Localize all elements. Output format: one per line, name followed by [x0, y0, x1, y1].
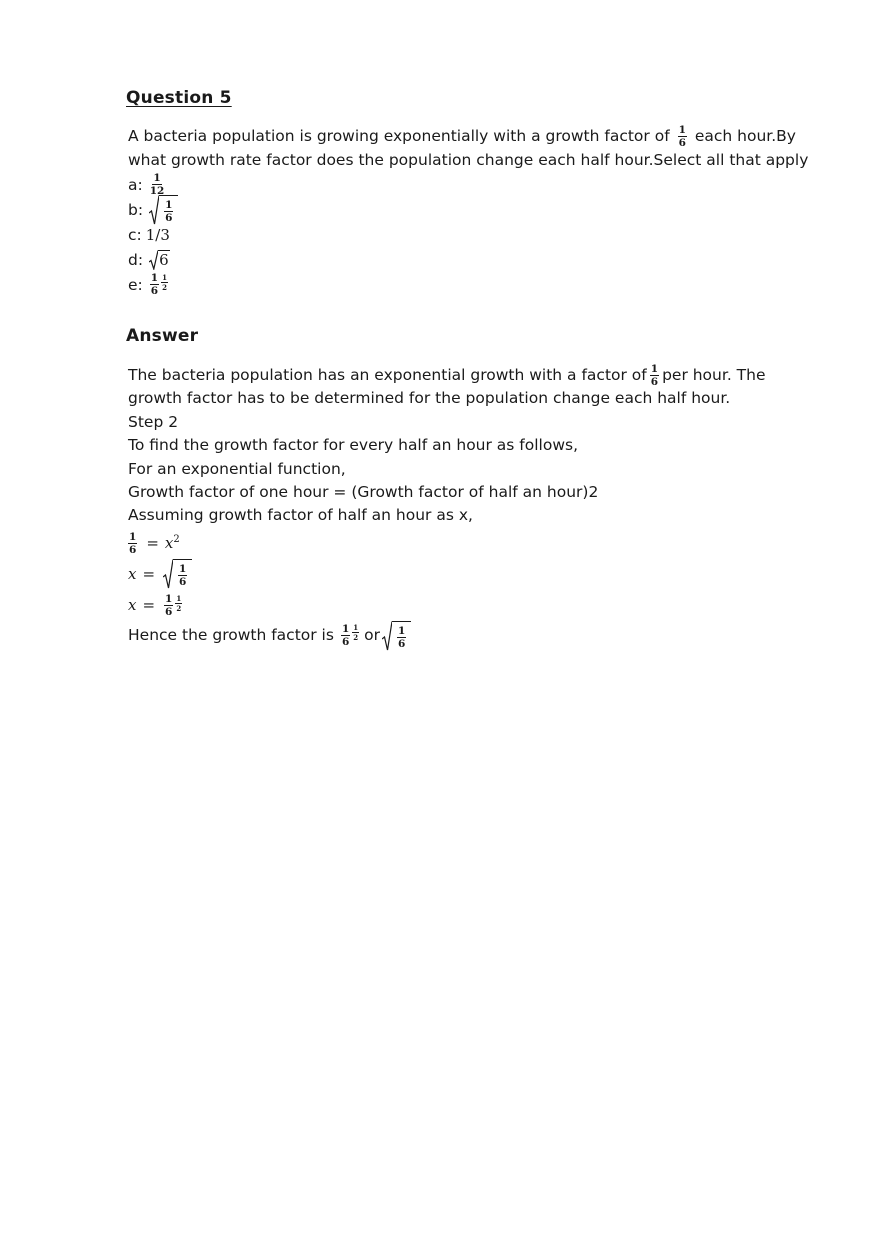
option-d: d: 6	[128, 250, 169, 269]
sqrt-sign-icon: $\frac{1}{6}$	[163, 559, 192, 589]
answer-options	[128, 172, 180, 297]
answer-line-6: Growth factor of one hour = (Growth factor of half an hour)2	[128, 483, 599, 502]
step-label: Step 2	[128, 412, 179, 431]
question-title: Question 5	[126, 88, 232, 108]
option-c: c: 1/3	[128, 225, 170, 244]
equation-1: $\frac{1}{6}$ = x 2	[129, 530, 180, 556]
answer-line-1: The bacteria population has an exponential growth with a factor of $\frac{1}{6}$ per hour. The	[128, 363, 766, 389]
sqrt-sign-icon: $\frac{1}{6}$	[382, 621, 411, 651]
option-b: b: $\frac{1}{6}$	[128, 197, 180, 222]
option-a: a: $\frac{1}{12}$	[128, 172, 165, 197]
answer-title: Answer	[126, 326, 199, 346]
equation-2: x = $\frac{1}{6}$	[128, 559, 766, 590]
question-line-1: A bacteria population is growing exponentially with a growth factor of $\frac{1}{6}$ each hour.By	[128, 124, 796, 149]
fraction-one-sixth: $\frac{1}{6}$	[650, 363, 659, 389]
answer-line-2: growth factor has to be determined for the population change each half hour.	[128, 389, 731, 408]
answer-line-7: Assuming growth factor of half an hour as x,	[128, 506, 473, 525]
fraction-one-sixth: $\frac{1}{6}$	[678, 124, 686, 149]
sqrt-sign-icon: $\frac{1}{6}$	[149, 195, 178, 225]
answer-body	[128, 364, 766, 651]
equation-3: x = $\frac{1}{6}$ $\frac{1}{2}$	[128, 592, 182, 618]
question-line-2: what growth rate factor does the population change each half hour.Select all that apply	[128, 151, 809, 169]
answer-line-5: For an exponential function,	[128, 459, 346, 478]
conclusion-line: Hence the growth factor is $\frac{1}{6}$ $\frac{1}{2}$ or $\frac{1}{6}$	[128, 621, 766, 651]
question-text	[128, 124, 808, 172]
sqrt-sign-icon: 6	[149, 250, 170, 270]
option-e: e: $\frac{1}{6}$ $\frac{1}{2}$	[128, 272, 167, 297]
fraction-one-twelfth: $\frac{1}{12}$	[149, 172, 165, 197]
answer-line-4: To find the growth factor for every half an hour as follows,	[128, 436, 579, 455]
